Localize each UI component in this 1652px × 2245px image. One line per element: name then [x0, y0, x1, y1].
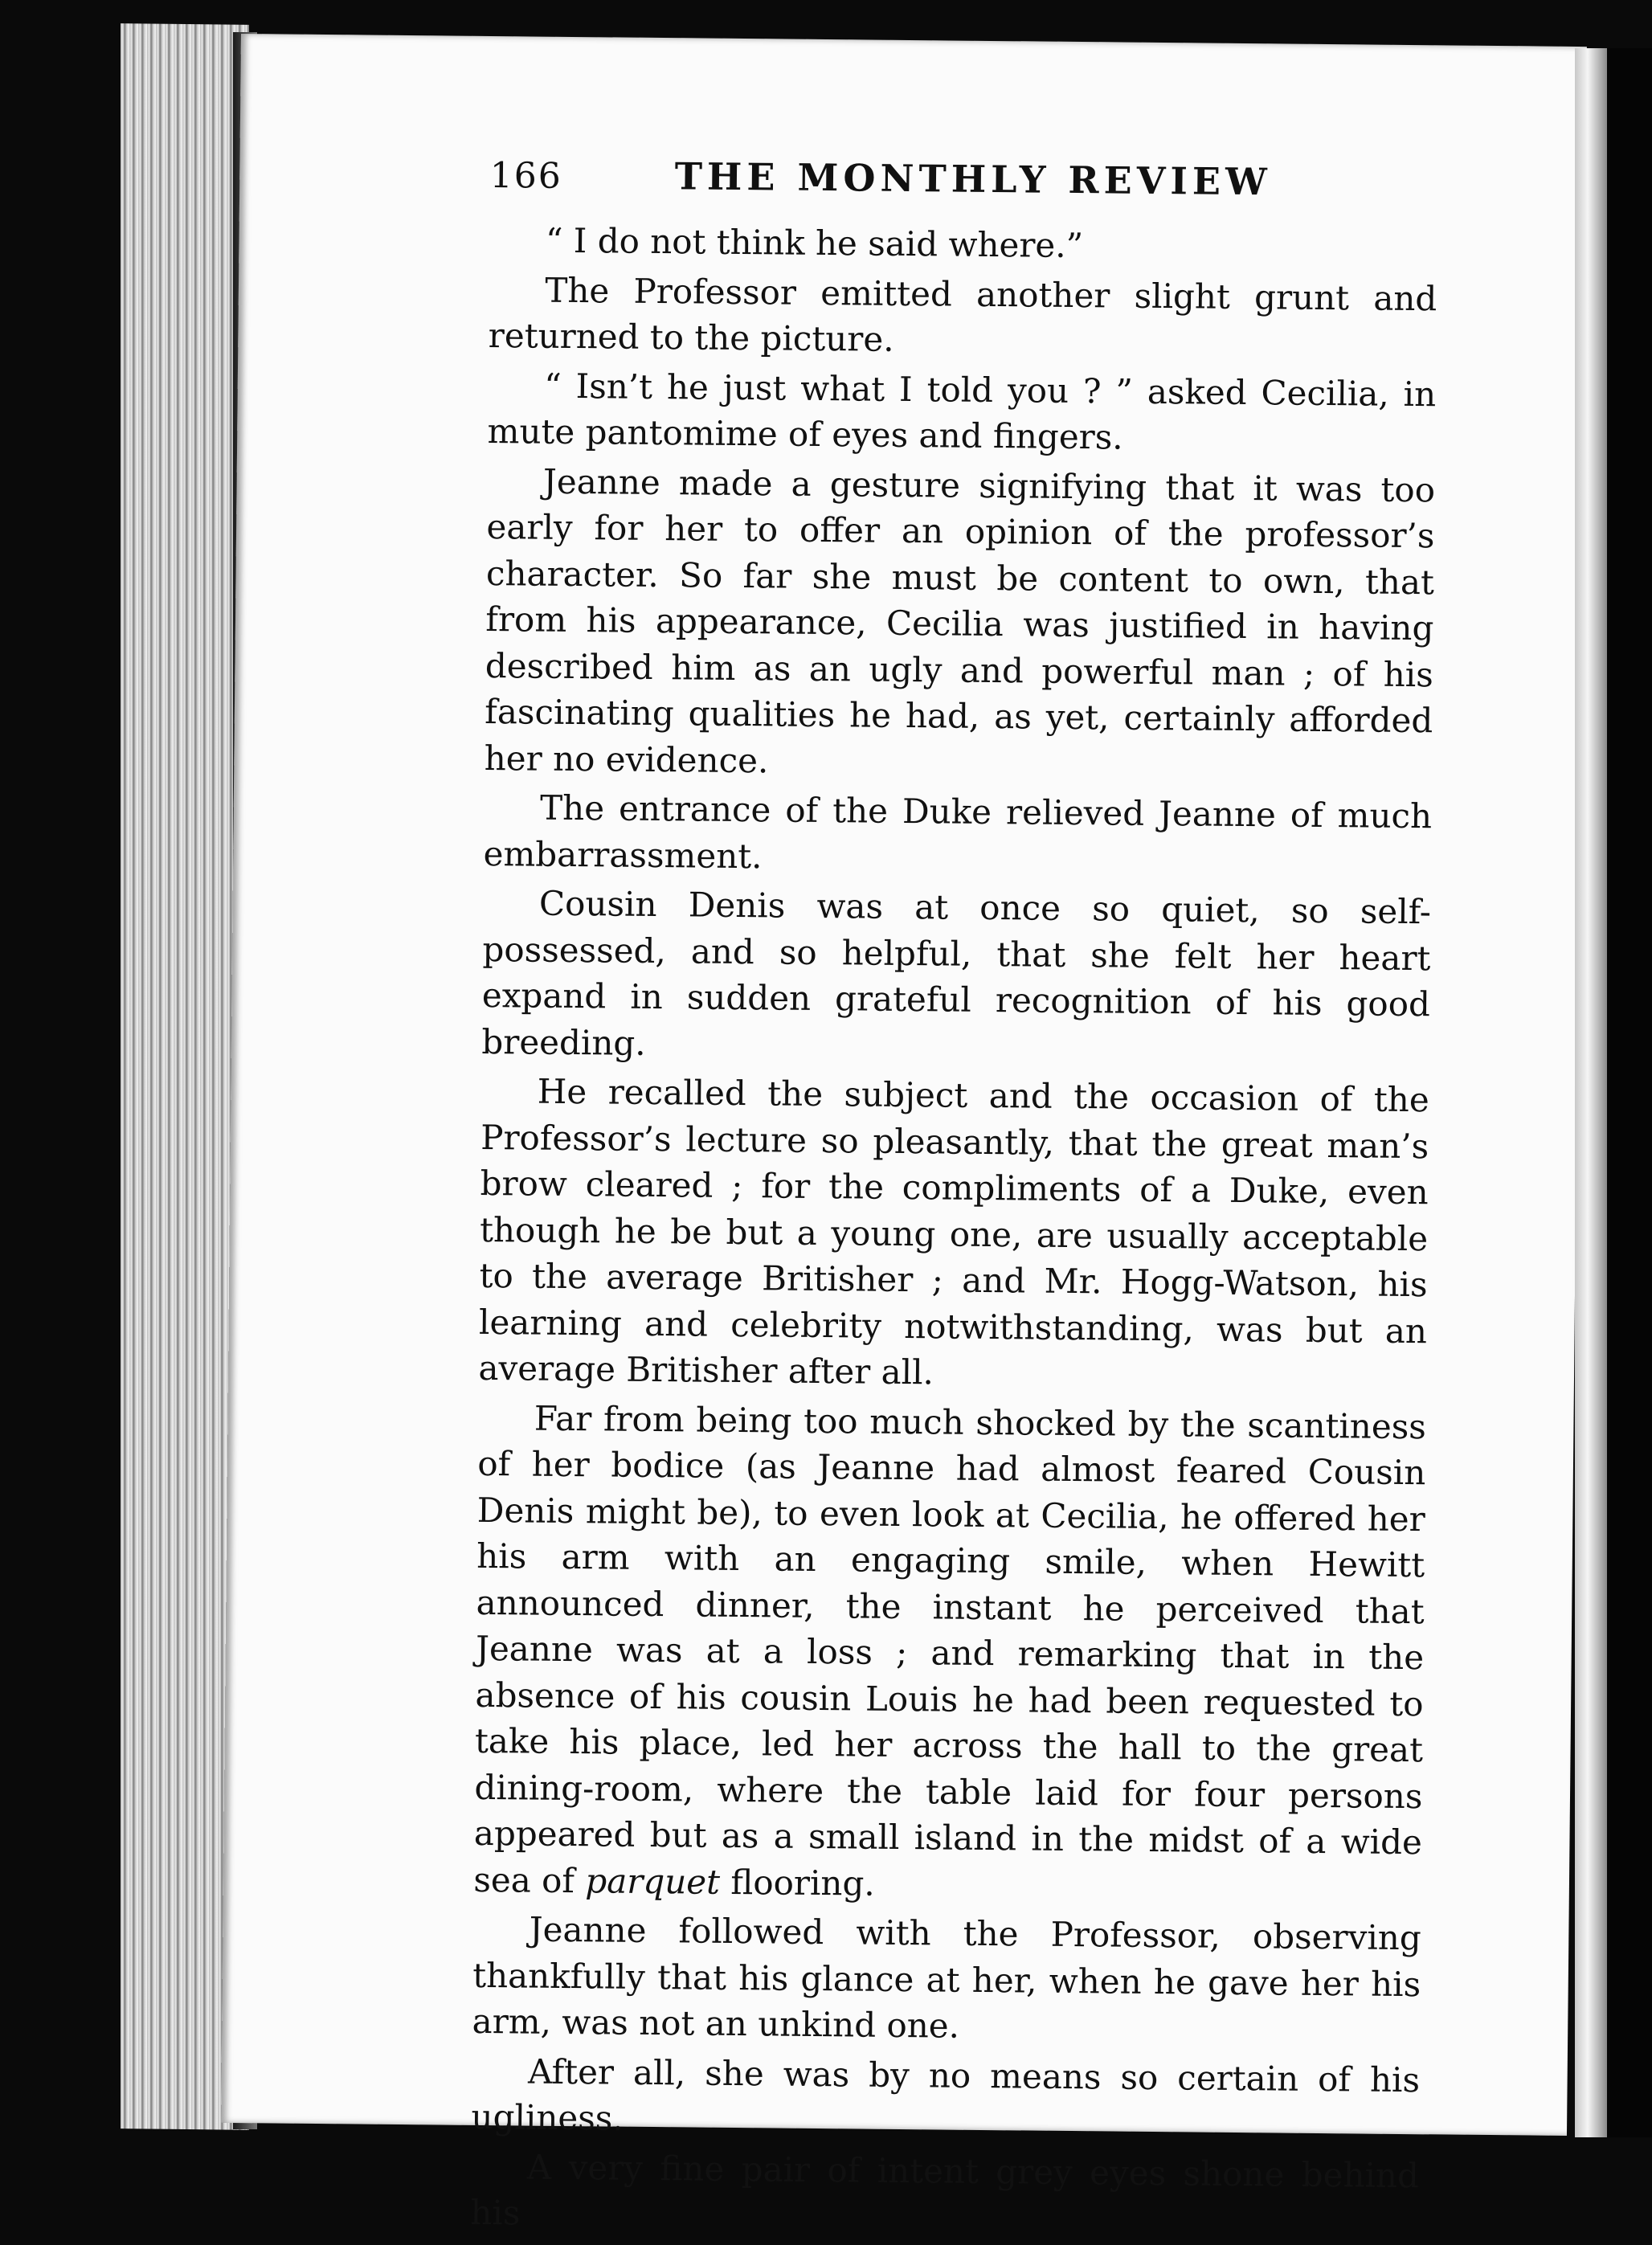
background-right [1607, 48, 1652, 2186]
paragraph-11: A very fine pair of intent grey eyes shone behind his [470, 2147, 1420, 2233]
paragraph-3: “ Isn’t he just what I told you ? ” asked Cecilia, in mute pantomime of eyes and fingers. [487, 366, 1437, 457]
paragraph-8-tail: flooring. [719, 1862, 875, 1904]
page-edge-right [1575, 48, 1607, 2153]
paragraph-10: After all, she was by no means so certain of his ugliness. [471, 2051, 1421, 2138]
paragraph-6: Cousin Denis was at once so quiet, so self-possessed, and so helpful, that she felt her heart expand in sudden grateful recognition of his good breeding. [481, 883, 1432, 1063]
running-title: THE MONTHLY REVIEW [674, 154, 1272, 204]
paragraph-1: “ I do not think he said where.” [545, 220, 1084, 266]
paragraph-2: The Professor emitted another slight grunt and returned to the picture. [488, 270, 1437, 359]
running-head [489, 153, 1438, 226]
paragraph-4: Jeanne made a gesture signifying that it was too early for her to offer an opinion of the professor’s character. So far she must be content to own, that from his appearance, Cecilia was justified in having described him as an ugly and powerful man ; of his fascinating qualities he had, as yet, certainly afforded her no evidence. [484, 461, 1436, 780]
paragraph-7: He recalled the subject and the occasion of the Professor’s lecture so pleasantly, that the great man’s brow cleared ; for the compliments of a Duke, even though he be but a young one, are usually acceptable to the average Britisher ; and Mr. Hogg-Watson, his learning and celebrity notwithstanding, was but an average Britisher after all. [478, 1071, 1429, 1392]
paragraph-8 [473, 1394, 1426, 1912]
page-number: 166 [489, 154, 562, 197]
paragraph-8-text: Far from being too much shocked by the scantiness of her bodice (as Jeanne had almost feared Cousin Denis might be), to even look at Cecilia, he offered her his arm with an engaging smile, when Hewitt announced dinner, the instant he perceived that Jeanne was at a loss ; and remarking that in the absence of his cousin Louis he had been requested to take his place, led her across the hall to the great dining-room, where the table laid for four persons appeared but as a small island in the midst of a wide sea of [473, 1398, 1427, 1900]
paragraph-9: Jeanne followed with the Professor, observing thankfully that his glance at her, when he gave her his arm, was not an unkind one. [472, 1909, 1421, 2046]
paragraph-8-italic: parquet [585, 1860, 721, 1902]
page-text-block [470, 153, 1438, 2245]
paragraph-5: The entrance of the Duke relieved Jeanne of much embarrassment. [483, 787, 1433, 876]
